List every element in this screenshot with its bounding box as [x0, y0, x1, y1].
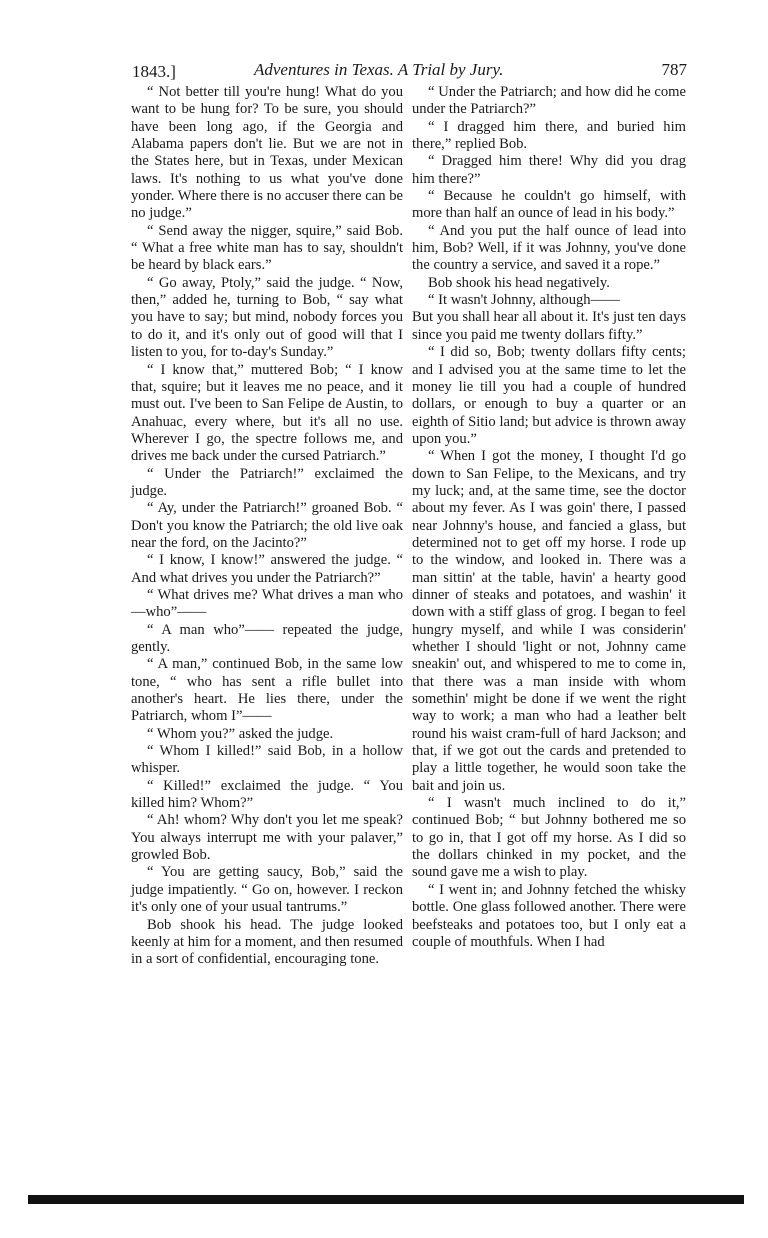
paragraph: “ And you put the half ounce of lead into him, Bob? Well, if it was Johnny, you've done the country a service, and saved it a rope.”: [412, 222, 686, 274]
paragraph: “ A man,” continued Bob, in the same low tone, “ who has sent a rifle bullet into another's heart. He lies there, under the Patriarch, whom I”——: [131, 656, 403, 725]
paragraph: “ Ah! whom? Why don't you let me speak? You always interrupt me with your palaver,” growled Bob.: [131, 812, 403, 864]
paragraph: “ Not better till you're hung! What do you want to be hung for? To be sure, you should have been long ago, if the Georgia and Alabama papers don't lie. But we are not in the States here, but in Texas, under Mexican laws. It's nothing to us what you've done yonder. Where there is no accuser there can be no judge.”: [131, 84, 403, 222]
paragraph: “ I dragged him there, and buried him there,” replied Bob.: [412, 118, 686, 153]
paragraph: “ I wasn't much inclined to do it,” continued Bob; “ but Johnny bothered me so to go in, that I got off my horse. As I did so the dollars chinked in my pocket, and the sound gave me a wish to play.: [412, 795, 686, 881]
paragraph: “ When I got the money, I thought I'd go down to San Felipe, to the Mexicans, and try my luck; and, at the same time, see the doctor about my fever. As I was goin' there, I passed near Johnny's house, and fancied a glass, but determined not to get off my horse. I rode up to the window, and looked in. There was a man sittin' at the table, havin' a hearty good dinner of steaks and potatoes, and washin' it down with a stiff glass of grog. I began to feel hungry myself, and while I was considerin' whether I should 'light or not, Johnny came sneakin' out, and whispered to me to come in, that there was a man inside with whom somethin' might be done if we went the right way to work; a man who had a leather belt round his waist cram-full of hard Jackson; and that, if we got out the cards and pretended to play a little together, he would soon take the bait and join us.: [412, 448, 686, 794]
paragraph: “ I went in; and Johnny fetched the whisky bottle. One glass followed another. There were beefsteaks and potatoes too, but I only eat a couple of mouthfuls. When I had: [412, 881, 686, 950]
paragraph: “ A man who”—— repeated the judge, gently.: [131, 621, 403, 655]
right-column: [412, 84, 686, 951]
paragraph: “ Dragged him there! Why did you drag him there?”: [412, 153, 686, 187]
running-header: [132, 60, 687, 82]
paragraph: But you shall hear all about it. It's just ten days since you paid me twenty dollars fifty.”: [412, 309, 686, 343]
paragraph: Bob shook his head. The judge looked keenly at him for a moment, and then resumed in a sort of confidential, encouraging tone.: [131, 916, 403, 968]
paragraph: “ Whom you?” asked the judge.: [147, 725, 334, 742]
paragraph: “ Send away the nigger, squire,” said Bob. “ What a free white man has to say, shouldn't be heard by black ears.”: [131, 222, 403, 274]
paragraph: “ What drives me? What drives a man who—who”——: [131, 586, 403, 621]
paragraph: “ Because he couldn't go himself, with more than half an ounce of lead in his body.”: [412, 188, 686, 222]
paragraph: “ Under the Patriarch!” exclaimed the judge.: [131, 465, 403, 499]
header-year: 1843.]: [132, 62, 176, 81]
left-column: [131, 84, 403, 969]
paragraph: Bob shook his head negatively.: [428, 274, 610, 291]
paragraph: “ Ay, under the Patriarch!” groaned Bob. “ Don't you know the Patriarch; the old live oak near the ford, on the Jacinto?”: [131, 500, 403, 551]
page-number: 787: [661, 60, 687, 79]
paragraph: “ Under the Patriarch; and how did he come under the Patriarch?”: [412, 84, 686, 118]
paragraph: “ I know, I know!” answered the judge. “ And what drives you under the Patriarch?”: [131, 552, 403, 586]
paragraph: “ Go away, Ptoly,” said the judge. “ Now, then,” added he, turning to Bob, “ say what you have to say; but mind, nobody forces you to do it, and it's only out of good will that I listen to you, for to-day's Sunday.”: [131, 274, 403, 361]
bottom-rule: [28, 1195, 744, 1204]
paragraph: “ It wasn't Johnny, although——: [428, 292, 620, 309]
paragraph: “ Killed!” exclaimed the judge. “ You killed him? Whom?”: [131, 777, 403, 812]
paragraph: “ I did so, Bob; twenty dollars fifty cents; and I advised you at the same time to let the money lie till you had a couple of hundred dollars, or enough to buy a quarter or an eighth of Sitio land; but advice is thrown away upon you.”: [412, 344, 686, 447]
header-title: Adventures in Texas. A Trial by Jury.: [254, 60, 504, 79]
paragraph: “ I know that,” muttered Bob; “ I know that, squire; but it leaves me no peace, and it must out. I've been to San Felipe de Austin, to Anahuac, every where, but it's all no use. Wherever I go, the spectre follows me, and drives me back under the cursed Patriarch.”: [131, 361, 403, 465]
paragraph: “ You are getting saucy, Bob,” said the judge impatiently. “ Go on, however. I reckon it's only one of your usual tantrums.”: [131, 864, 403, 916]
paragraph: “ Whom I killed!” said Bob, in a hollow whisper.: [131, 743, 403, 777]
